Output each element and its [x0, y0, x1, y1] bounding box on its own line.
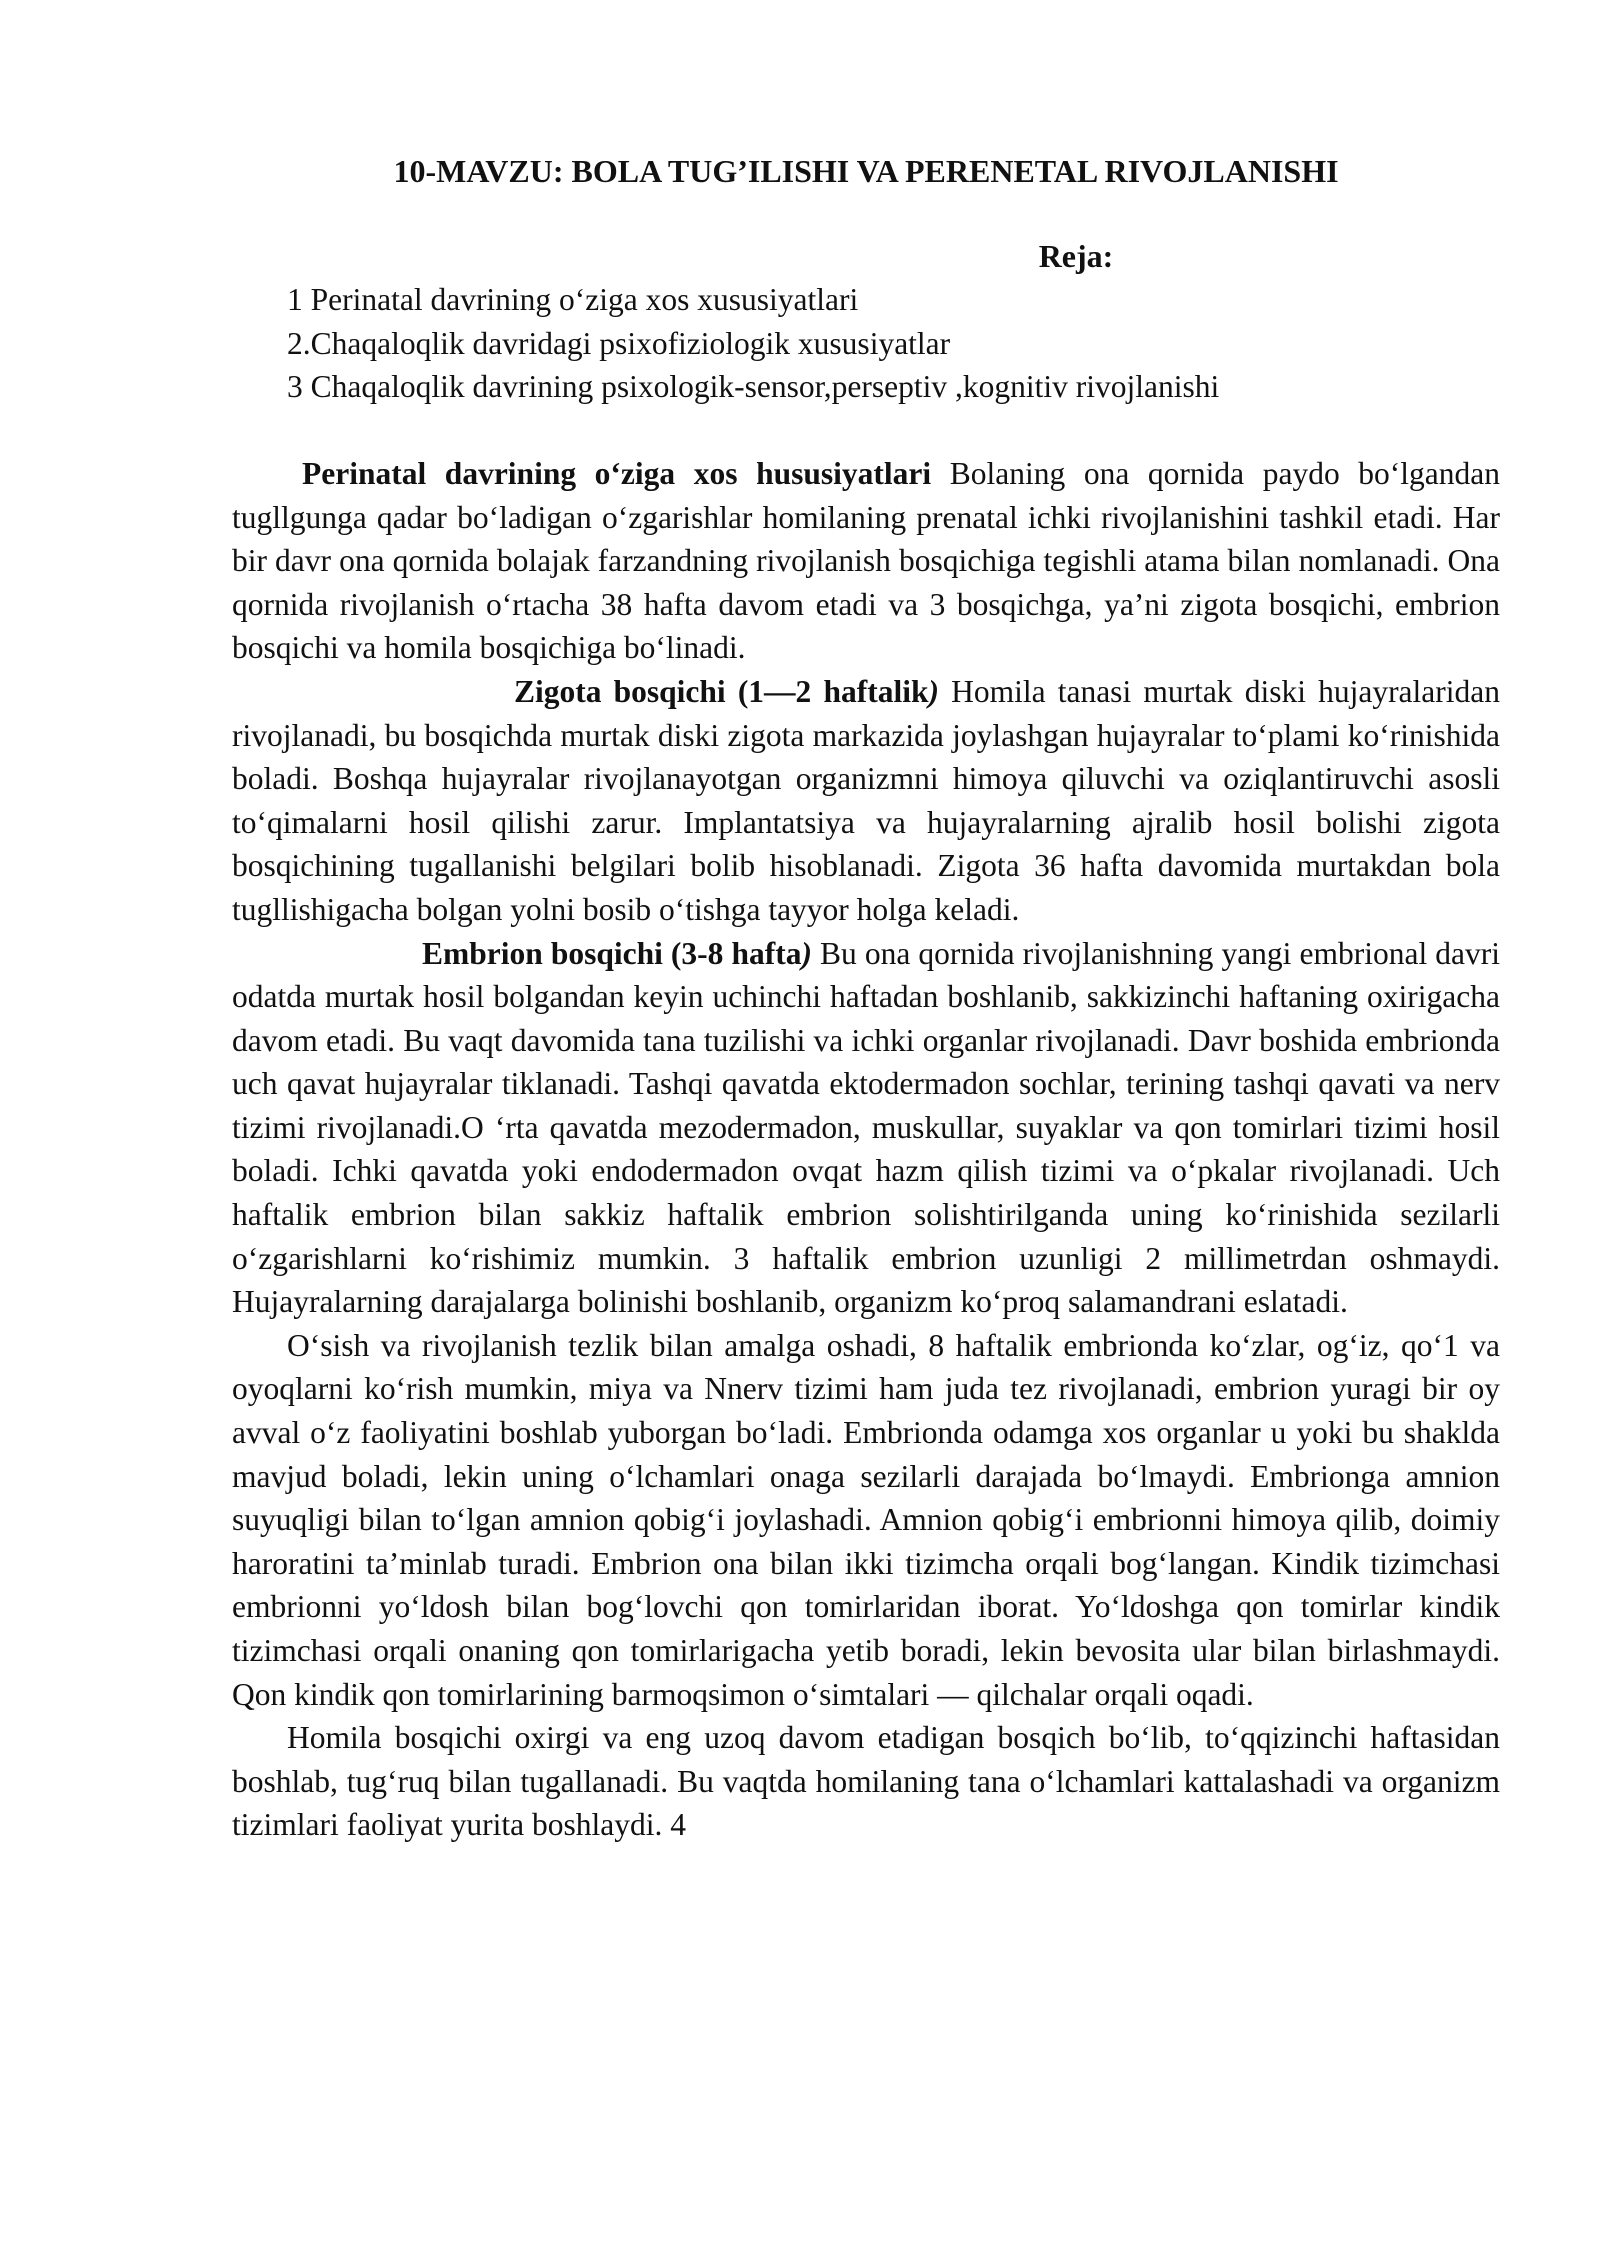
section-heading: Embrion bosqichi (3-8 hafta — [422, 935, 802, 971]
paragraph: Homila bosqichi oxirgi va eng uzoq davom etadigan bosqich bo‘lib, to‘qqizinchi haftasidan boshlab, tug‘ruq bilan tugallanadi. Bu vaqtda homilaning tana o‘lchamlari kattalashadi va organizm tizimlari faoliyat yurita boshlaydi. 4 — [232, 1720, 1500, 1843]
plan-list — [232, 278, 1500, 409]
section-zigota — [232, 670, 1500, 932]
section-heading: Zigota bosqichi (1—2 haftalik — [514, 673, 929, 709]
plan-item: 3 Chaqaloqlik davrining psixologik-sensor,perseptiv ,kognitiv rivojlanishi — [287, 369, 1220, 405]
plan-item: 2.Chaqaloqlik davridagi psixofiziologik xususiyatlar — [287, 325, 951, 361]
section-perinatal — [232, 452, 1500, 670]
section-heading: Perinatal davrining o‘ziga xos hususiyatlari — [302, 455, 932, 491]
section-text: Homila tanasi murtak diski hujayralaridan rivojlanadi, bu bosqichda murtak diski zigota markazida joylashgan hujayralar to‘plami ko‘rinishida boladi. Boshqa hujayralar rivojlanayotgan organizmni himoya qiluvchi va oziqlantiruvchi asosli to‘qimalarni hosil qilishi zarur. Implantatsiya va hujayralarning ajralib hosil bolishi zigota bosqichining tugallanishi belgilari bolib hisoblanadi. Zigota 36 hafta davomida murtakdan bola tugllishigacha bolgan yolni bosib o‘tishga tayyor holga keladi. — [232, 673, 1500, 927]
section-embrion — [232, 932, 1500, 1324]
plan-heading: Reja: — [1038, 237, 1114, 274]
paragraph: O‘sish va rivojlanish tezlik bilan amalga oshadi, 8 haftalik embrionda ko‘zlar, og‘iz, qo‘1 va oyoqlarni ko‘rish mumkin, miya va Nnerv tizimi ham juda tez rivojlanadi, embrion yuragi bir oy avval o‘z faoliyatini boshlab yuborgan bo‘ladi. Embrionda odamga xos organlar u yoki bu shakldа mavjud boladi, lekin uning o‘lchamlari onaga sezilarli darajada bo‘lmaydi. Embrionga amnion suyuqligi bilan to‘lgan amnion qobig‘i joylashadi. Amnion qobig‘i embrionni himoya qilib, doimiy haroratini ta’minlab turadi. Embrion ona bilan ikki tizimcha orqali bog‘langan. Kindik tizimchasi embrionni yo‘ldosh bilan bog‘lovchi qon tomirlaridan iborat. Yo‘ldoshga qon tomirlar kindik tizimchasi orqali onaning qon tomirlarigacha yetib boradi, lekin bevosita ular bilan birlashmaydi. Qon kindik qon tomirlarining barmoqsimon o‘simtalari — qilchalar orqali oqadi. — [232, 1327, 1500, 1712]
section-heading-tail: ) — [801, 935, 812, 971]
section-heading-tail: ) — [928, 673, 939, 709]
document-page — [232, 150, 1500, 1847]
document-title: 10-MAVZU: BOLA TUG’ILISHI VA PERENETAL RIVOJLANISHI — [393, 153, 1339, 189]
section-text: Bu ona qornida rivojlanishning yangi embrional davri odatda murtak hosil bolgandan keyin uchinchi haftadan boshlanib, sakkizinchi haftaning oxirigacha davom etadi. Bu vaqt davomida tana tuzilishi va ichki organlar rivojlanadi. Davr boshida embrionda uch qavat hujayralar tiklanadi. Tashqi qavatda ektodermadon sochlar, terining tashqi qavati va nerv tizimi rivojlanadi.O ‘rta qavatda mezodermadon, muskullar, suyaklar va qon tomirlari tizimi hosil boladi. Ichki qavatda yoki endodermadon ovqat hazm qilish tizimi va o‘pkalar rivojlanadi. Uch haftalik embrion bilan sakkiz haftalik embrion solishtirilganda uning ko‘rinishida sezilarli o‘zgarishlarni ko‘rishimiz mumkin. 3 haftalik embrion uzunligi 2 millimetrdan oshmaydi. Hujayralarning darajalarga bolinishi boshlanib, organizm ko‘proq salamandrani eslatadi. — [232, 935, 1500, 1320]
plan-item: 1 Perinatal davrining o‘ziga xos xususiyatlari — [287, 282, 859, 318]
section-text: Bolaning ona qornida paydo bo‘lgandan tugllgunga qadar bo‘ladigan o‘zgarishlar homilaning prenatal ichki rivojlanishini tashkil etadi. Har bir davr ona qornida bolajak farzandning rivojlanish bosqichiga tegishli atama bilan nomlanadi. Ona qornida rivojlanish o‘rtacha 38 hafta davom etadi va 3 bosqichga, ya’ni zigota bosqichi, embrion bosqichi va homila bosqichiga bo‘linadi. — [232, 455, 1500, 666]
